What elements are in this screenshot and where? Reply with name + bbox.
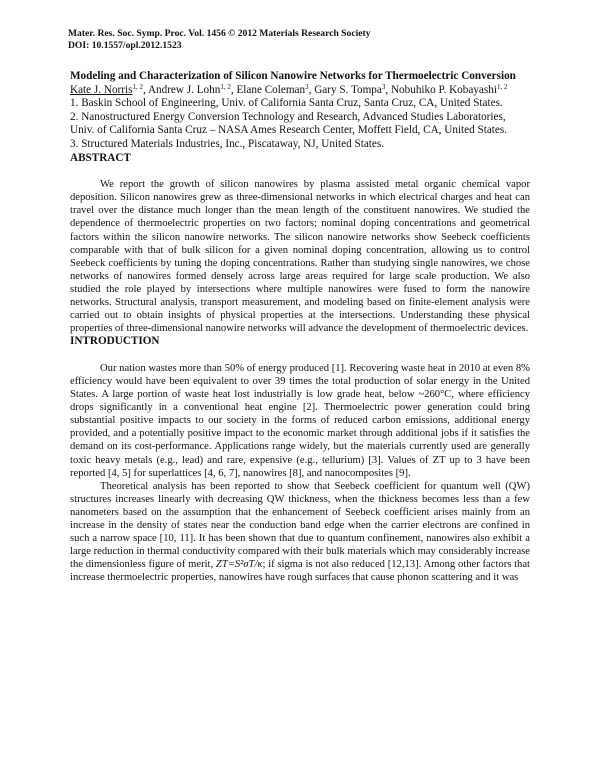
author-name: Gary S. Tompa <box>314 83 382 96</box>
intro-paragraph-1: Our nation wastes more than 50% of energy produced [1]. Recovering waste heat in 2010 at even 8% efficiency would have been equivalent to over 39 times the total production of solar energy in the United States. A large portion of waste heat lost industrially is low grade heat, below ~260°C, where efficiency drops significantly in a conventional heat engine [2]. Thermoelectric power generation could bring substantial positive impacts to our society in the forms of reduced carbon emissions, additional energy provided, and a potentially positive impact to the economic market through additional jobs if it satisfies the demand on its cost-performance. Applications range widely, but the materials currently used are generally toxic heavy metals (e.g., lead) and rare, expensive (e.g., tellurium) [3]. Values of ZT up to 3 have been reported [4, 5] for superlattices [4, 6, 7], nanowires [8], and nanocomposites [9]. <box>70 362 530 479</box>
author-aff: 3 <box>381 82 386 91</box>
abstract-heading: ABSTRACT <box>70 151 131 164</box>
author-aff: 3 <box>305 82 309 91</box>
author-name: Nobuhiko P. Kobayashi <box>390 83 497 96</box>
affiliation-1: 1. Baskin School of Engineering, Univ. of California Santa Cruz, Santa Cruz, CA, United States. <box>70 97 503 110</box>
author-name: Elane Coleman <box>236 83 306 96</box>
doi-line: DOI: 10.1557/opl.2012.1523 <box>68 40 182 51</box>
author-name: Kate J. Norris <box>70 83 133 96</box>
abstract-text: We report the growth of silicon nanowires by plasma assisted metal organic chemical vapor deposition. Silicon nanowires grew as three-dimensional networks in which electrical charges and heat can travel over the distance much longer than the mean length of the constituent nanowires. We studied the dependence of thermoelectric properties on two factors; nominal doping concentrations and geometrical factors within the silicon nanowire networks. The silicon nanowire networks show Seebeck coefficients comparable with that of bulk silicon for a given nominal doping concentration, allowing us to control Seebeck coefficients by tuning the doping concentrations. Rather than studying single nanowires, we chose networks of nanowires formed densely across large areas required for large scale production. We also studied the role played by intersections where multiple nanowires were fused to form the nanowire networks. Structural analysis, transport measurement, and modeling based on finite-element analysis were carried out to obtain insights of physical properties at the intersections. Understanding these physical properties of three-dimensional nanowire networks will advance the development of thermoelectric devices. <box>70 179 530 335</box>
figure-of-merit-equation: ZT=S²σT/κ <box>215 559 263 571</box>
author-aff: 1, 2 <box>496 82 508 91</box>
author-aff: 1, 2 <box>132 82 143 91</box>
author-list: Kate J. Norris$^{1, 2}$, Andrew J. Lohn$^{1, 2}$, Elane Coleman$^3$, Gary S. Tompa$^3$, Nobuhiko P. Kobayashi$^{1, 2}$ <box>70 82 508 96</box>
author-name: Andrew J. Lohn <box>147 83 221 96</box>
intro-paragraph-2 <box>70 480 530 585</box>
intro-paragraph-2-text: Theoretical analysis has been reported to show that Seebeck coefficient for quantum well (QW) structures increases linearly with decreasing QW thickness, when the thickness becomes less than a few nanometers based on the assumption that the enhancement of Seebeck coefficient arises mainly from an increase in the density of states near the conduction band edge when the carrier electrons are confined in such a narrow space [10, 11]. It has been shown that due to quantum confinement, nanowires also exhibit a large reduction in thermal conductivity compared with their bulk materials which may considerably increase the dimensionless figure of merit, <box>70 480 530 571</box>
affiliation-3: 3. Structured Materials Industries, Inc., Piscataway, NJ, United States. <box>70 137 385 150</box>
affiliation-2: 2. Nanostructured Energy Conversion Technology and Research, Advanced Studies Laboratories, Univ. of California Santa Cruz – NASA Ames Research Center, Moffett Field, CA, United States. <box>70 110 508 137</box>
paper-title: Modeling and Characterization of Silicon Nanowire Networks for Thermoelectric Conversion <box>70 70 516 82</box>
intro-paragraph-2-cont: ; if sigma is not also reduced [12,13]. Among other factors that increase thermoelectric properties, nanowires have rough surfaces that cause phonon scattering and it was <box>70 559 530 584</box>
introduction-heading: INTRODUCTION <box>70 335 160 348</box>
journal-line: Mater. Res. Soc. Symp. Proc. Vol. 1456 © 2012 Materials Research Society <box>68 28 371 39</box>
author-aff: 1, 2 <box>220 82 231 91</box>
